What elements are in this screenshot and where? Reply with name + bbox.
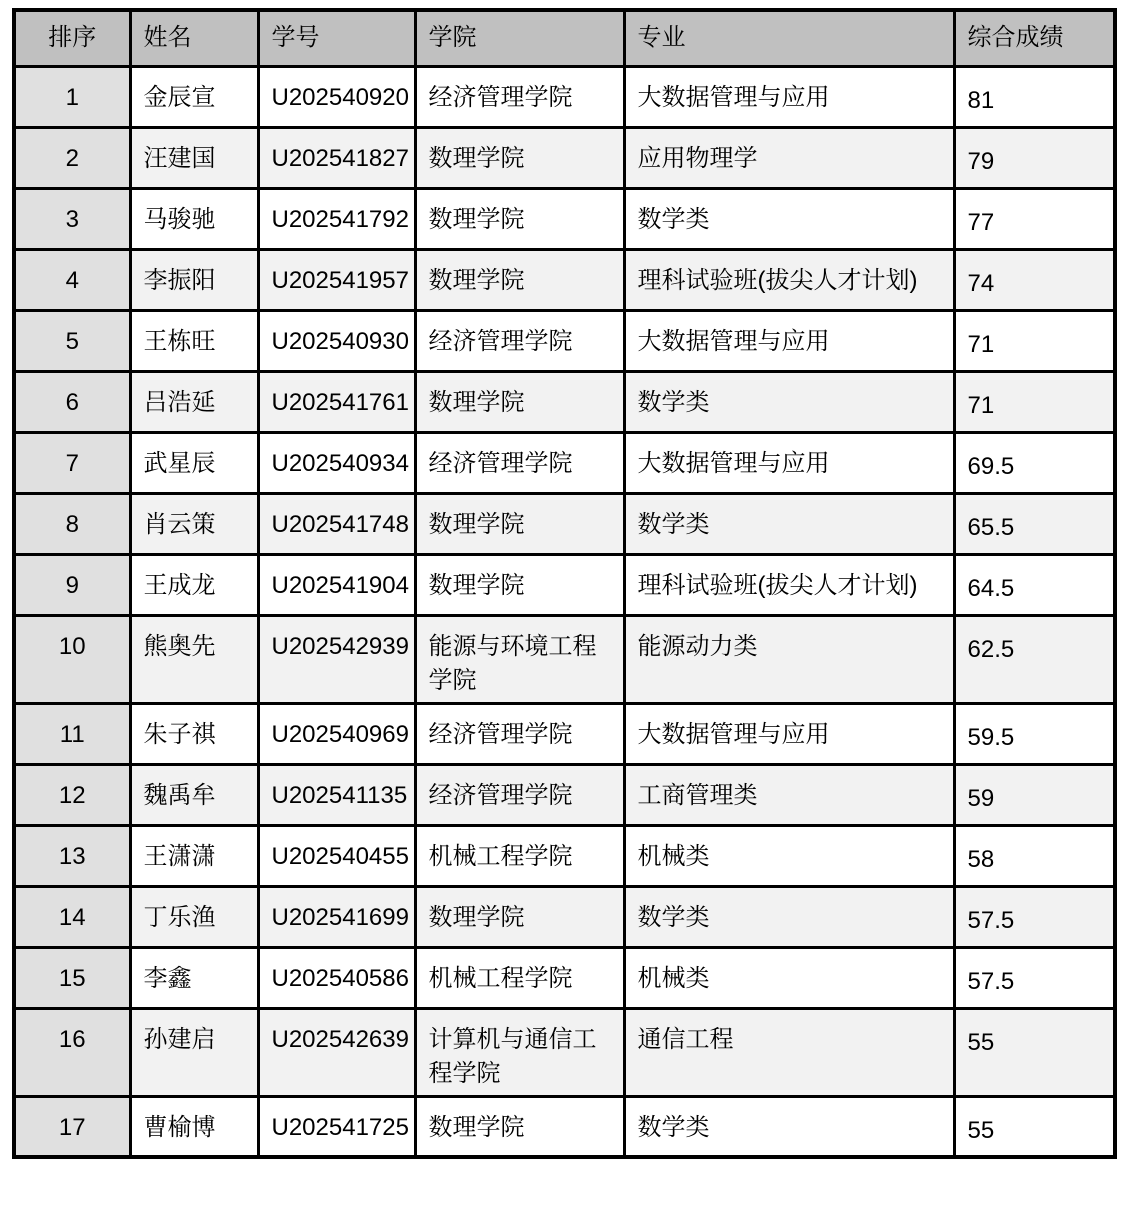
cell-college: 数理学院 bbox=[415, 127, 624, 188]
table-body bbox=[14, 66, 1115, 1157]
cell-college: 数理学院 bbox=[415, 886, 624, 947]
cell-score: 55 bbox=[954, 1008, 1115, 1096]
cell-name: 汪建国 bbox=[130, 127, 258, 188]
cell-score: 57.5 bbox=[954, 947, 1115, 1008]
cell-college: 数理学院 bbox=[415, 554, 624, 615]
cell-major: 大数据管理与应用 bbox=[624, 432, 954, 493]
cell-rank: 6 bbox=[14, 371, 130, 432]
cell-major: 大数据管理与应用 bbox=[624, 310, 954, 371]
table-row bbox=[14, 615, 1115, 703]
cell-score: 71 bbox=[954, 310, 1115, 371]
cell-name: 王成龙 bbox=[130, 554, 258, 615]
col-header-major: 专业 bbox=[624, 10, 954, 66]
cell-score: 69.5 bbox=[954, 432, 1115, 493]
cell-major: 数学类 bbox=[624, 886, 954, 947]
cell-major: 数学类 bbox=[624, 493, 954, 554]
col-header-score: 综合成绩 bbox=[954, 10, 1115, 66]
cell-student_id: U202541748 bbox=[258, 493, 415, 554]
table-row bbox=[14, 66, 1115, 127]
col-header-student_id: 学号 bbox=[258, 10, 415, 66]
cell-student_id: U202540934 bbox=[258, 432, 415, 493]
cell-score: 62.5 bbox=[954, 615, 1115, 703]
col-header-name: 姓名 bbox=[130, 10, 258, 66]
cell-name: 肖云策 bbox=[130, 493, 258, 554]
table-row bbox=[14, 310, 1115, 371]
cell-student_id: U202542639 bbox=[258, 1008, 415, 1096]
table-row bbox=[14, 764, 1115, 825]
cell-college: 经济管理学院 bbox=[415, 310, 624, 371]
cell-student_id: U202540969 bbox=[258, 703, 415, 764]
cell-score: 79 bbox=[954, 127, 1115, 188]
table-row bbox=[14, 947, 1115, 1008]
cell-major: 能源动力类 bbox=[624, 615, 954, 703]
table-row bbox=[14, 188, 1115, 249]
cell-rank: 7 bbox=[14, 432, 130, 493]
cell-name: 金辰宣 bbox=[130, 66, 258, 127]
cell-college: 经济管理学院 bbox=[415, 66, 624, 127]
cell-name: 熊奥先 bbox=[130, 615, 258, 703]
cell-college: 经济管理学院 bbox=[415, 703, 624, 764]
cell-student_id: U202540930 bbox=[258, 310, 415, 371]
cell-college: 能源与环境工程学院 bbox=[415, 615, 624, 703]
cell-student_id: U202541761 bbox=[258, 371, 415, 432]
cell-major: 数学类 bbox=[624, 1096, 954, 1157]
table-row bbox=[14, 825, 1115, 886]
cell-name: 丁乐渔 bbox=[130, 886, 258, 947]
cell-score: 59 bbox=[954, 764, 1115, 825]
table-row bbox=[14, 493, 1115, 554]
cell-major: 机械类 bbox=[624, 825, 954, 886]
cell-rank: 15 bbox=[14, 947, 130, 1008]
cell-score: 74 bbox=[954, 249, 1115, 310]
cell-name: 吕浩延 bbox=[130, 371, 258, 432]
cell-rank: 4 bbox=[14, 249, 130, 310]
cell-student_id: U202541957 bbox=[258, 249, 415, 310]
cell-major: 理科试验班(拔尖人才计划) bbox=[624, 249, 954, 310]
cell-student_id: U202540455 bbox=[258, 825, 415, 886]
cell-major: 数学类 bbox=[624, 188, 954, 249]
cell-rank: 8 bbox=[14, 493, 130, 554]
cell-college: 计算机与通信工程学院 bbox=[415, 1008, 624, 1096]
cell-college: 数理学院 bbox=[415, 1096, 624, 1157]
cell-name: 魏禹牟 bbox=[130, 764, 258, 825]
cell-major: 大数据管理与应用 bbox=[624, 703, 954, 764]
cell-score: 77 bbox=[954, 188, 1115, 249]
cell-student_id: U202540920 bbox=[258, 66, 415, 127]
cell-score: 58 bbox=[954, 825, 1115, 886]
cell-rank: 1 bbox=[14, 66, 130, 127]
cell-name: 马骏驰 bbox=[130, 188, 258, 249]
table-row bbox=[14, 554, 1115, 615]
cell-name: 李鑫 bbox=[130, 947, 258, 1008]
cell-college: 机械工程学院 bbox=[415, 825, 624, 886]
table-header bbox=[14, 10, 1115, 66]
cell-name: 武星辰 bbox=[130, 432, 258, 493]
table-row bbox=[14, 1096, 1115, 1157]
cell-college: 数理学院 bbox=[415, 188, 624, 249]
table-row bbox=[14, 249, 1115, 310]
cell-rank: 9 bbox=[14, 554, 130, 615]
cell-major: 数学类 bbox=[624, 371, 954, 432]
cell-rank: 16 bbox=[14, 1008, 130, 1096]
cell-name: 曹榆博 bbox=[130, 1096, 258, 1157]
cell-college: 数理学院 bbox=[415, 371, 624, 432]
cell-name: 王潇潇 bbox=[130, 825, 258, 886]
ranking-table bbox=[12, 8, 1117, 1159]
cell-student_id: U202541725 bbox=[258, 1096, 415, 1157]
cell-rank: 3 bbox=[14, 188, 130, 249]
cell-major: 工商管理类 bbox=[624, 764, 954, 825]
cell-rank: 14 bbox=[14, 886, 130, 947]
cell-student_id: U202541135 bbox=[258, 764, 415, 825]
cell-name: 王栋旺 bbox=[130, 310, 258, 371]
table-row bbox=[14, 1008, 1115, 1096]
cell-student_id: U202542939 bbox=[258, 615, 415, 703]
col-header-rank: 排序 bbox=[14, 10, 130, 66]
cell-rank: 2 bbox=[14, 127, 130, 188]
cell-major: 应用物理学 bbox=[624, 127, 954, 188]
cell-rank: 10 bbox=[14, 615, 130, 703]
cell-college: 经济管理学院 bbox=[415, 764, 624, 825]
cell-score: 57.5 bbox=[954, 886, 1115, 947]
cell-score: 59.5 bbox=[954, 703, 1115, 764]
cell-rank: 11 bbox=[14, 703, 130, 764]
cell-rank: 12 bbox=[14, 764, 130, 825]
cell-name: 李振阳 bbox=[130, 249, 258, 310]
cell-score: 81 bbox=[954, 66, 1115, 127]
cell-student_id: U202541827 bbox=[258, 127, 415, 188]
cell-college: 数理学院 bbox=[415, 249, 624, 310]
cell-score: 65.5 bbox=[954, 493, 1115, 554]
cell-score: 71 bbox=[954, 371, 1115, 432]
cell-name: 孙建启 bbox=[130, 1008, 258, 1096]
cell-major: 理科试验班(拔尖人才计划) bbox=[624, 554, 954, 615]
cell-rank: 13 bbox=[14, 825, 130, 886]
cell-student_id: U202541792 bbox=[258, 188, 415, 249]
table-row bbox=[14, 127, 1115, 188]
cell-college: 机械工程学院 bbox=[415, 947, 624, 1008]
table-row bbox=[14, 703, 1115, 764]
cell-rank: 17 bbox=[14, 1096, 130, 1157]
cell-student_id: U202540586 bbox=[258, 947, 415, 1008]
cell-score: 64.5 bbox=[954, 554, 1115, 615]
cell-student_id: U202541699 bbox=[258, 886, 415, 947]
cell-name: 朱子祺 bbox=[130, 703, 258, 764]
col-header-college: 学院 bbox=[415, 10, 624, 66]
table-row bbox=[14, 371, 1115, 432]
header-row bbox=[14, 10, 1115, 66]
cell-student_id: U202541904 bbox=[258, 554, 415, 615]
cell-rank: 5 bbox=[14, 310, 130, 371]
cell-college: 数理学院 bbox=[415, 493, 624, 554]
cell-major: 机械类 bbox=[624, 947, 954, 1008]
cell-score: 55 bbox=[954, 1096, 1115, 1157]
cell-major: 大数据管理与应用 bbox=[624, 66, 954, 127]
table-row bbox=[14, 432, 1115, 493]
cell-major: 通信工程 bbox=[624, 1008, 954, 1096]
table-row bbox=[14, 886, 1115, 947]
cell-college: 经济管理学院 bbox=[415, 432, 624, 493]
